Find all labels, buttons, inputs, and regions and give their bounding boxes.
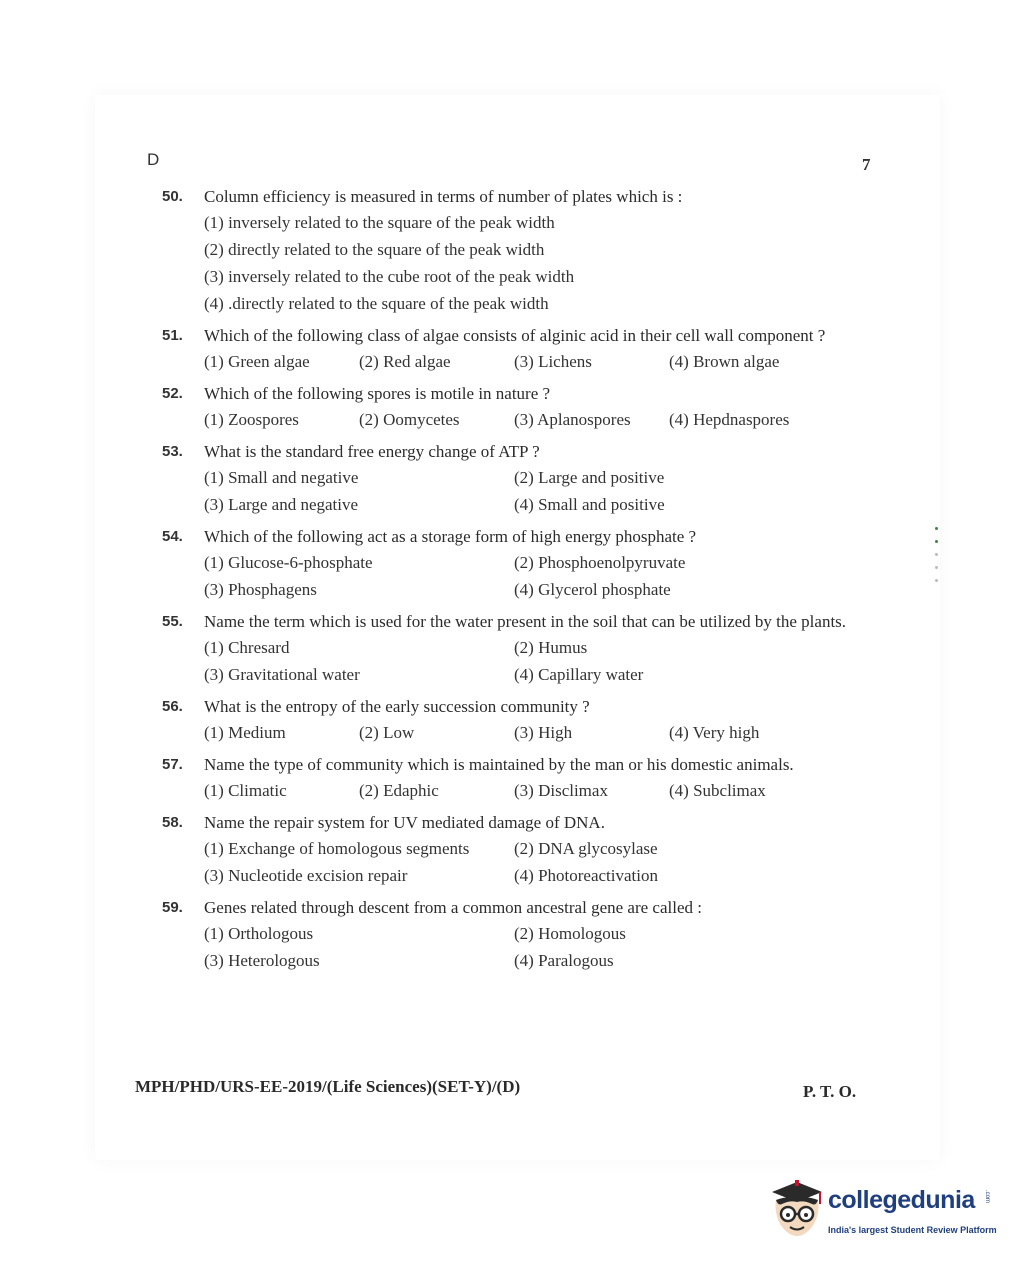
option: (1) Zoospores [204, 410, 299, 429]
option: (2) directly related to the square of the peak width [204, 240, 545, 259]
question-52 [162, 383, 867, 431]
pto-label: P. T. O. [803, 1082, 857, 1101]
question-56 [162, 696, 867, 744]
margin-marks [935, 527, 941, 602]
option: (3) Aplanospores [514, 410, 631, 429]
question-text: What is the standard free energy change of ATP ? [204, 442, 540, 461]
question-text: Which of the following class of algae consists of alginic acid in their cell wall component ? [204, 326, 826, 345]
option-list [204, 467, 867, 516]
option-list [204, 212, 867, 315]
option-list [204, 409, 867, 431]
question-51 [162, 325, 867, 373]
option: (4) Brown algae [669, 352, 780, 371]
option-list [204, 923, 867, 972]
option: (2) Low [359, 723, 415, 742]
question-number: 52. [162, 385, 183, 402]
option-list [204, 351, 867, 373]
question-55 [162, 611, 867, 686]
option-list [204, 552, 867, 601]
option: (4) Subclimax [669, 781, 766, 800]
option: (1) inversely related to the square of the peak width [204, 213, 555, 232]
question-number: 59. [162, 899, 183, 916]
question-text: Genes related through descent from a common ancestral gene are called : [204, 898, 702, 917]
question-number: 54. [162, 528, 183, 545]
option: (4) Glycerol phosphate [514, 580, 671, 599]
option: (1) Medium [204, 723, 286, 742]
option: (3) Large and negative [204, 495, 359, 514]
paper-code: MPH/PHD/URS-EE-2019/(Life Sciences)(SET-Y)/(D) [135, 1077, 521, 1096]
option: (2) Red algae [359, 352, 451, 371]
option: (3) Phosphagens [204, 580, 317, 599]
option: (3) inversely related to the cube root of the peak width [204, 267, 575, 286]
option: (2) Edaphic [359, 781, 439, 800]
question-53 [162, 441, 867, 516]
question-58 [162, 812, 867, 887]
option: (2) Phosphoenolpyruvate [514, 553, 686, 572]
question-text: Which of the following act as a storage form of high energy phosphate ? [204, 527, 697, 546]
option-list [204, 722, 867, 744]
question-59 [162, 897, 867, 972]
option: (2) Humus [514, 638, 588, 657]
brand-suffix: .com [984, 1190, 990, 1204]
question-text: Name the term which is used for the water present in the soil that can be utilized by the plants. [204, 612, 847, 631]
question-number: 55. [162, 613, 183, 630]
option: (1) Orthologous [204, 924, 314, 943]
option: (2) Homologous [514, 924, 626, 943]
set-letter: D [147, 150, 160, 169]
option-list [204, 637, 867, 686]
question-number: 58. [162, 814, 183, 831]
question-text: Name the repair system for UV mediated damage of DNA. [204, 813, 605, 832]
collegedunia-watermark[interactable] [766, 1178, 996, 1248]
page-number: 7 [862, 155, 871, 174]
option-list [204, 838, 867, 887]
option: (4) Photoreactivation [514, 866, 658, 885]
option: (3) Nucleotide excision repair [204, 866, 408, 885]
option: (3) Disclimax [514, 781, 608, 800]
question-number: 56. [162, 698, 183, 715]
option: (4) Small and positive [514, 495, 665, 514]
option: (1) Small and negative [204, 468, 359, 487]
option: (4) Capillary water [514, 665, 644, 684]
option-list [204, 780, 867, 802]
question-number: 53. [162, 443, 183, 460]
brand-tagline: India's largest Student Review Platform [828, 1225, 997, 1235]
option: (1) Glucose-6-phosphate [204, 553, 373, 572]
option: (2) Large and positive [514, 468, 665, 487]
option: (3) Gravitational water [204, 665, 360, 684]
question-text: Which of the following spores is motile in nature ? [204, 384, 551, 403]
question-50 [162, 186, 867, 315]
question-57 [162, 754, 867, 802]
option: (1) Chresard [204, 638, 290, 657]
option: (2) Oomycetes [359, 410, 460, 429]
question-number: 51. [162, 327, 183, 344]
question-text: Name the type of community which is maintained by the man or his domestic animals. [204, 755, 794, 774]
option: (1) Exchange of homologous segments [204, 839, 470, 858]
option: (4) Hepdnaspores [669, 410, 790, 429]
option: (1) Green algae [204, 352, 310, 371]
question-text: What is the entropy of the early succession community ? [204, 697, 590, 716]
option: (2) DNA glycosylase [514, 839, 658, 858]
question-list [162, 186, 867, 982]
question-number: 57. [162, 756, 183, 773]
question-number: 50. [162, 188, 183, 205]
question-text: Column efficiency is measured in terms of number of plates which is : [204, 187, 683, 206]
option: (4) .directly related to the square of the peak width [204, 294, 549, 313]
option: (1) Climatic [204, 781, 287, 800]
option: (3) High [514, 723, 573, 742]
brand-name: collegedunia [828, 1186, 975, 1214]
option: (3) Heterologous [204, 951, 320, 970]
option: (4) Very high [669, 723, 760, 742]
graduate-mascot-icon [766, 1178, 828, 1240]
question-54 [162, 526, 867, 601]
option: (4) Paralogous [514, 951, 614, 970]
option: (3) Lichens [514, 352, 592, 371]
